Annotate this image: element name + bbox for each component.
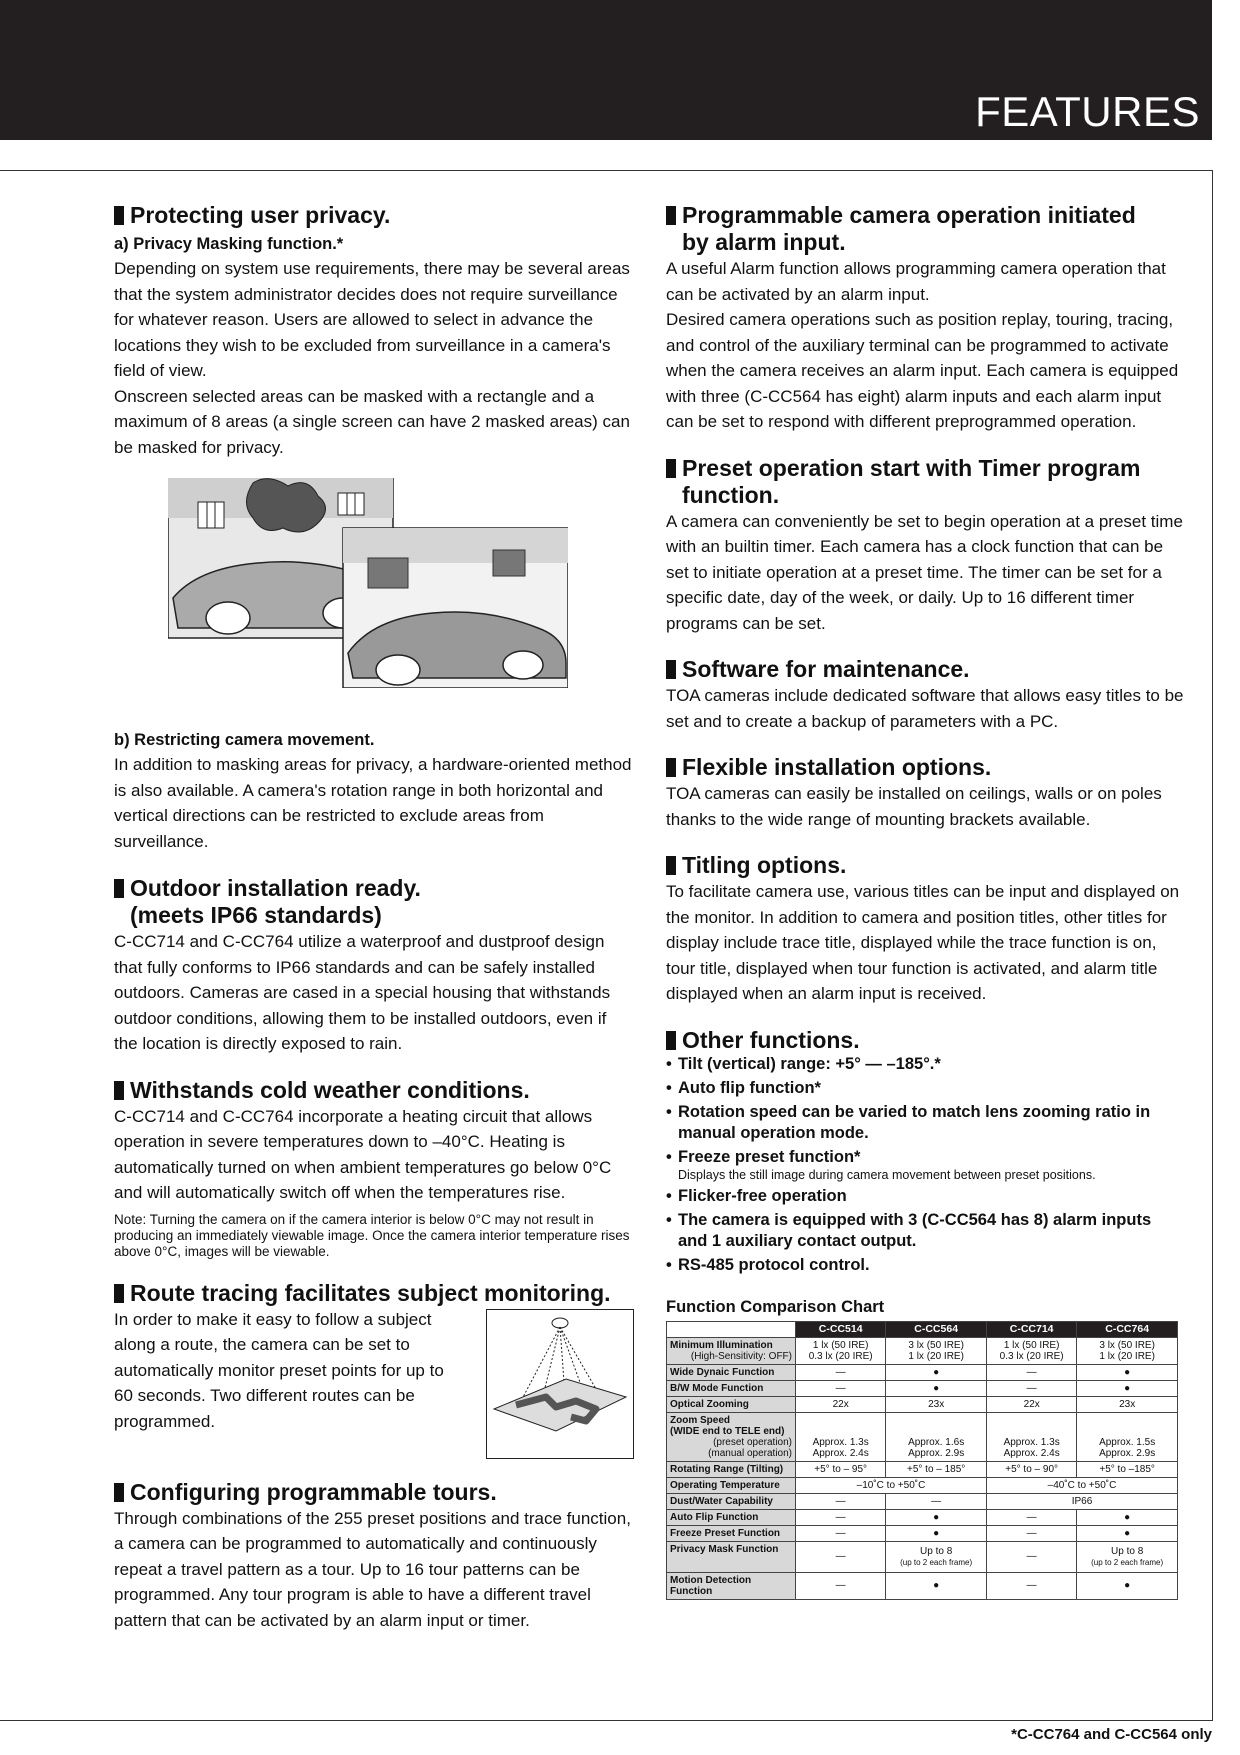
- col-header: C-CC564: [886, 1321, 987, 1337]
- list-item: • Flicker-free operation: [666, 1186, 1184, 1207]
- section-marker-icon: [114, 1081, 124, 1100]
- list-item: • The camera is equipped with 3 (C-CC564 has 8) alarm inputs and 1 auxiliary contact output.: [666, 1210, 1184, 1252]
- row-label: Rotating Range (Tilting): [667, 1461, 796, 1477]
- table-cell: ●: [886, 1572, 987, 1599]
- row-label: Wide Dynaic Function: [667, 1364, 796, 1380]
- table-cell: 23x: [886, 1396, 987, 1412]
- table-cell: ●: [1077, 1380, 1178, 1396]
- section-marker-icon: [114, 206, 124, 225]
- table-row: [667, 1572, 1178, 1599]
- cold-heading: Withstands cold weather conditions.: [114, 1077, 634, 1104]
- table-cell: —: [986, 1364, 1076, 1380]
- list-item: • Auto flip function*: [666, 1078, 1184, 1099]
- row-label: Operating Temperature: [667, 1477, 796, 1493]
- route-para: In order to make it easy to follow a subject along a route, the camera can be set to automatically monitor preset points for up to 60 seconds. Two different routes can be programmed.: [114, 1309, 444, 1431]
- tours-heading: Configuring programmable tours.: [114, 1479, 634, 1506]
- section-marker-icon: [666, 660, 676, 679]
- table-cell: Up to 8 (up to 2 each frame): [1077, 1541, 1178, 1572]
- section-marker-icon: [666, 1031, 676, 1050]
- cold-section: [114, 1077, 634, 1260]
- chart-title: Function Comparison Chart: [666, 1297, 885, 1316]
- tours-section: [114, 1479, 634, 1634]
- section-marker-icon: [666, 856, 676, 875]
- privacy-para-a2: Onscreen selected areas can be masked with a rectangle and a maximum of 8 areas (a single screen can have 2 masked areas) can be masked for privacy.: [114, 386, 630, 457]
- frame-bottom-line: [0, 1720, 1213, 1721]
- row-label: Optical Zooming: [667, 1396, 796, 1412]
- table-cell: –40˚C to +50˚C: [986, 1477, 1177, 1493]
- cold-para: C-CC714 and C-CC764 incorporate a heating circuit that allows operation in severe temperatures down to –40°C. Heating is automatically turned on when ambient temperatures go below 0°C and will automatically switch off when the temperatures rise.: [114, 1106, 612, 1202]
- table-row: [667, 1493, 1178, 1509]
- table-cell: Approx. 1.3s Approx. 2.4s: [796, 1412, 886, 1461]
- comparison-table: [666, 1321, 1178, 1600]
- table-cell: ●: [1077, 1525, 1178, 1541]
- table-cell: +5° to – 90°: [986, 1461, 1076, 1477]
- table-cell: —: [796, 1493, 886, 1509]
- route-tracing-illustration: [486, 1309, 634, 1459]
- table-cell: 1 lx (50 IRE) 0.3 lx (20 IRE): [796, 1337, 886, 1364]
- alarm-para1: A useful Alarm function allows programming camera operation that can be activated by an alarm input.: [666, 259, 1166, 304]
- section-marker-icon: [666, 206, 676, 225]
- table-cell: Approx. 1.3s Approx. 2.4s: [986, 1412, 1076, 1461]
- row-label: Auto Flip Function: [667, 1509, 796, 1525]
- alarm-heading: Programmable camera operation initiated by alarm input.: [666, 202, 1184, 256]
- table-cell: —: [796, 1380, 886, 1396]
- list-item: • Rotation speed can be varied to match lens zooming ratio in manual operation mode.: [666, 1102, 1184, 1144]
- row-label: Minimum Illumination (High-Sensitivity: OFF): [667, 1337, 796, 1364]
- route-section: [114, 1280, 634, 1459]
- row-label: Zoom Speed (WIDE end to TELE end) (preset operation) (manual operation): [667, 1412, 796, 1461]
- table-row: [667, 1461, 1178, 1477]
- table-row: [667, 1396, 1178, 1412]
- table-cell: —: [986, 1509, 1076, 1525]
- section-marker-icon: [114, 879, 124, 898]
- table-row: [667, 1541, 1178, 1572]
- table-row: [667, 1364, 1178, 1380]
- titling-para: To facilitate camera use, various titles can be input and displayed on the monitor. In addition to camera and position titles, other titles for display include trace title, displayed while the trace function is on, tour title, displayed when tour function is activated, and alarm title displayed when an alarm input is received.: [666, 882, 1180, 1003]
- privacy-sub-a: a) Privacy Masking function.*: [114, 235, 344, 253]
- table-row: [667, 1477, 1178, 1493]
- table-cell: —: [796, 1572, 886, 1599]
- titling-heading: Titling options.: [666, 852, 1184, 879]
- timer-section: [666, 455, 1184, 637]
- table-cell: —: [986, 1572, 1076, 1599]
- table-cell: ●: [886, 1364, 987, 1380]
- table-cell: 22x: [796, 1396, 886, 1412]
- other-functions-list: [666, 1054, 1184, 1276]
- section-marker-icon: [114, 1284, 124, 1303]
- outdoor-section: [114, 875, 634, 1057]
- table-cell: —: [796, 1541, 886, 1572]
- row-label: Motion Detection Function: [667, 1572, 796, 1599]
- list-item: • Tilt (vertical) range: +5° — –185°.*: [666, 1054, 1184, 1075]
- section-marker-icon: [666, 758, 676, 777]
- other-heading: Other functions.: [666, 1027, 1184, 1054]
- table-row: [667, 1509, 1178, 1525]
- tours-para: Through combinations of the 255 preset positions and trace function, a camera can be programmed to automatically and continuously repeat a travel pattern as a tour. Up to 16 tour patterns can be programmed. Any tour program is able to have a different travel pattern that can be activated by an alarm input or timer.: [114, 1508, 631, 1630]
- section-marker-icon: [114, 1483, 124, 1502]
- col-header: C-CC514: [796, 1321, 886, 1337]
- outdoor-heading: Outdoor installation ready. (meets IP66 standards): [114, 875, 634, 929]
- table-cell: +5° to –185°: [1077, 1461, 1178, 1477]
- alarm-para2: Desired camera operations such as position replay, touring, tracing, and control of the auxiliary terminal can be programmed to activate when the camera receives an alarm input. Each camera is equipped with three (C-CC564 has eight) alarm inputs and each alarm input can be set to respond with different preprogrammed operation.: [666, 310, 1179, 431]
- table-cell: 1 lx (50 IRE) 0.3 lx (20 IRE): [986, 1337, 1076, 1364]
- privacy-sub-b: b) Restricting camera movement.: [114, 731, 375, 749]
- privacy-para-a1: Depending on system use requirements, there may be several areas that the system administrator decides does not require surveillance for whatever reason. Users are allowed to select in advance the locations they wish to be excluded from surveillance in a camera's field of view.: [114, 259, 630, 380]
- table-cell: —: [796, 1525, 886, 1541]
- alarm-section: [666, 202, 1184, 435]
- route-heading: Route tracing facilitates subject monitoring.: [114, 1280, 634, 1307]
- table-cell: ●: [1077, 1509, 1178, 1525]
- software-para: TOA cameras include dedicated software that allows easy titles to be set and to create a backup of parameters with a PC.: [666, 686, 1184, 731]
- table-cell: Approx. 1.6s Approx. 2.9s: [886, 1412, 987, 1461]
- comparison-chart-section: [666, 1298, 1184, 1600]
- table-row: [667, 1525, 1178, 1541]
- privacy-section: [114, 202, 634, 854]
- install-heading: Flexible installation options.: [666, 754, 1184, 781]
- table-cell: —: [986, 1525, 1076, 1541]
- table-cell: ●: [886, 1525, 987, 1541]
- table-cell: IP66: [986, 1493, 1177, 1509]
- table-cell: ●: [886, 1509, 987, 1525]
- software-heading: Software for maintenance.: [666, 656, 1184, 683]
- cold-note: Note: Turning the camera on if the camera interior is below 0°C may not result in producing an immediately viewable image. Once the camera interior temperature rises above 0°C, images will be viewable.: [114, 1211, 630, 1259]
- table-cell: –10˚C to +50˚C: [796, 1477, 987, 1493]
- privacy-heading: Protecting user privacy.: [114, 202, 634, 229]
- outdoor-para: C-CC714 and C-CC764 utilize a waterproof and dustproof design that fully conforms to IP66 standards and can be safely installed outdoors. Cameras are cased in a special housing that withstands outdoor conditions, allowing them to be installed outdoors, even if the location is directly exposed to rain.: [114, 932, 611, 1053]
- row-label: Dust/Water Capability: [667, 1493, 796, 1509]
- table-cell: 23x: [1077, 1396, 1178, 1412]
- table-cell: ●: [1077, 1364, 1178, 1380]
- software-section: [666, 656, 1184, 734]
- table-cell: —: [796, 1364, 886, 1380]
- install-para: TOA cameras can easily be installed on ceilings, walls or on poles thanks to the wide range of mounting brackets available.: [666, 784, 1162, 829]
- table-cell: —: [986, 1541, 1076, 1572]
- table-cell: Approx. 1.5s Approx. 2.9s: [1077, 1412, 1178, 1461]
- row-label: Freeze Preset Function: [667, 1525, 796, 1541]
- footer-note: *C-CC764 and C-CC564 only: [1011, 1726, 1212, 1743]
- row-label: B/W Mode Function: [667, 1380, 796, 1396]
- table-row: [667, 1337, 1178, 1364]
- timer-para: A camera can conveniently be set to begin operation at a preset time with an builtin timer. Each camera has a clock function that can be set to initiate operation at a preset time. The timer can be set for a specific date, day of the week, or daily. Up to 16 different timer programs can be set.: [666, 511, 1183, 633]
- table-cell: 3 lx (50 IRE) 1 lx (20 IRE): [1077, 1337, 1178, 1364]
- table-cell: —: [796, 1509, 886, 1525]
- col-header: C-CC764: [1077, 1321, 1178, 1337]
- left-column: [114, 202, 634, 1633]
- titling-section: [666, 852, 1184, 1007]
- frame-top-line: [0, 170, 1213, 171]
- table-cell: +5° to – 95°: [796, 1461, 886, 1477]
- other-section: [666, 1027, 1184, 1276]
- privacy-para-b: In addition to masking areas for privacy, a hardware-oriented method is also available. A camera's rotation range in both horizontal and vertical directions can be restricted to exclude areas from surveillance.: [114, 755, 632, 851]
- page-title: FEATURES: [975, 88, 1200, 135]
- table-corner: [667, 1321, 796, 1337]
- table-cell: ●: [886, 1380, 987, 1396]
- install-section: [666, 754, 1184, 832]
- section-marker-icon: [666, 459, 676, 478]
- list-item: • Freeze preset function* Displays the still image during camera movement between preset positions.: [666, 1147, 1184, 1183]
- table-cell: 22x: [986, 1396, 1076, 1412]
- table-cell: Up to 8 (up to 2 each frame): [886, 1541, 987, 1572]
- table-cell: —: [886, 1493, 987, 1509]
- timer-heading: Preset operation start with Timer program function.: [666, 455, 1184, 509]
- right-column: [666, 202, 1184, 1600]
- table-cell: +5° to – 185°: [886, 1461, 987, 1477]
- privacy-masking-illustration: [168, 478, 568, 688]
- list-item: • RS-485 protocol control.: [666, 1255, 1184, 1276]
- table-cell: —: [986, 1380, 1076, 1396]
- table-row: [667, 1380, 1178, 1396]
- table-cell: ●: [1077, 1572, 1178, 1599]
- col-header: C-CC714: [986, 1321, 1076, 1337]
- table-row: [667, 1412, 1178, 1461]
- row-label: Privacy Mask Function: [667, 1541, 796, 1572]
- frame-right-line: [1212, 170, 1213, 1720]
- header-bar: [0, 0, 1212, 140]
- table-cell: 3 lx (50 IRE) 1 lx (20 IRE): [886, 1337, 987, 1364]
